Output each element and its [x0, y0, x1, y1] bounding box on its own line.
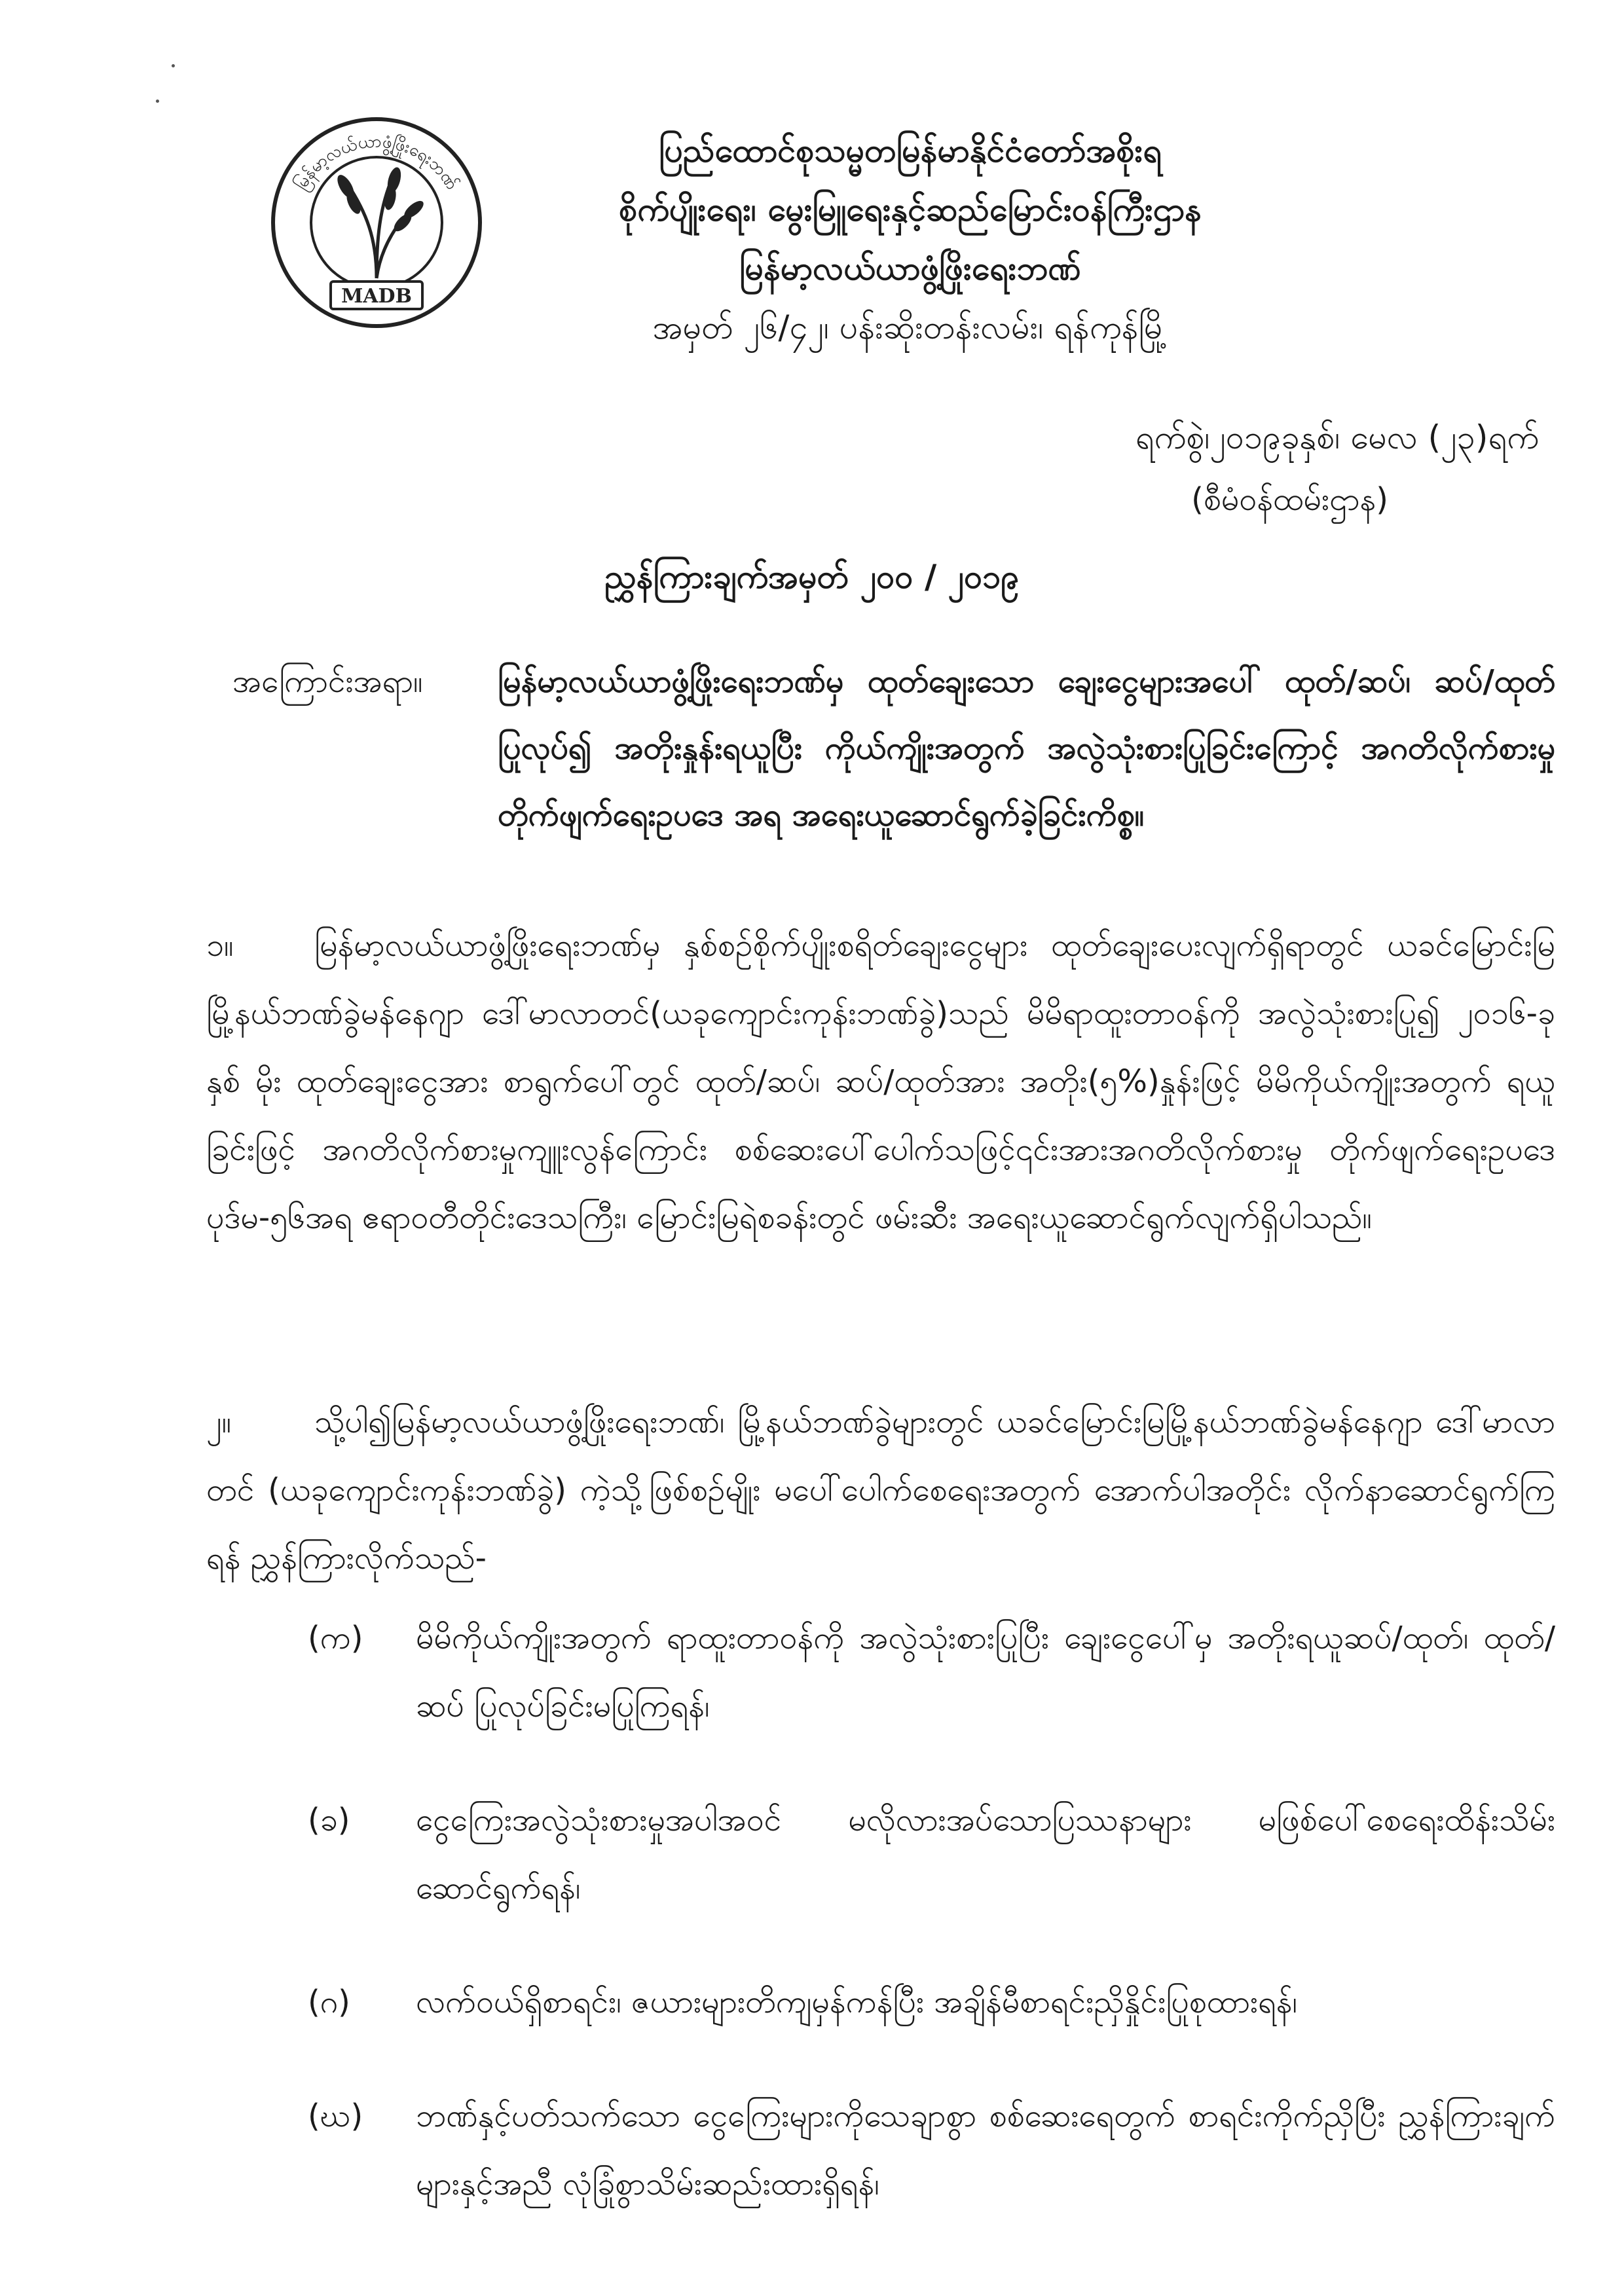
- instruction-list: [308, 1604, 1555, 2264]
- item-text: မိမိကိုယ်ကျိုးအတွက် ရာထူးတာဝန်ကို အလွဲသုံးစားပြုပြီး ချေးငွေပေါ်မှ အတိုးရယူဆပ်/ထုတ်၊ ထုတ်/ဆပ် ပြုလုပ်ခြင်းမပြုကြရန်၊: [416, 1620, 1555, 1724]
- item-text: ဘဏ်နှင့်ပတ်သက်သော ငွေကြေးများကိုသေချာစွာ စစ်ဆေးရေတွက် စာရင်းကိုက်ညှိပြီး ညွှန်ကြားချက်များနှင့်အညီ လုံခြုံစွာသိမ်းဆည်းထားရှိရန်၊: [416, 2098, 1555, 2202]
- paragraph-number: ၁။: [206, 927, 234, 964]
- paragraph-number: ၂။: [206, 1404, 232, 1440]
- bank-name: မြန်မာ့လယ်ယာဖွံ့ဖြိုးရေးဘဏ်: [739, 249, 1081, 287]
- issuing-department: (စီမံဝန်ထမ်းဌာန): [1191, 481, 1388, 518]
- paragraph-1: [206, 911, 1555, 1252]
- bank-address: အမှတ် ၂၆/၄၂၊ ပန်းဆိုးတန်းလမ်း၊ ရန်ကုန်မြို့: [652, 308, 1168, 346]
- list-item: [308, 1968, 1555, 2036]
- item-marker: (ဃ): [308, 2098, 363, 2134]
- paragraph-text: မြန်မာ့လယ်ယာဖွံ့ဖြိုးရေးဘဏ်မှ နှစ်စဉ်စိုက်ပျိုးစရိတ်ချေးငွေများ ထုတ်ချေးပေးလျက်ရှိရာတွင် ယခင်မြောင်းမြမြို့နယ်ဘဏ်ခွဲမန်နေဂျာ ဒေါ်မာလာတင်(ယခုကျောင်းကုန်းဘဏ်ခွဲ)သည် မိမိရာထူးတာဝန်ကို အလွဲသုံးစားပြု၍ ၂၀၁၆-ခုနှစ် မိုး ထုတ်ချေးငွေအား စာရွက်ပေါ်တွင် ထုတ်/ဆပ်၊ ဆပ်/ထုတ်အား အတိုး(၅%)နှုန်းဖြင့် မိမိကိုယ်ကျိုးအတွက် ရယူခြင်းဖြင့် အဂတိလိုက်စားမှုကျူးလွန်ကြောင်း စစ်ဆေးပေါ်ပေါက်သဖြင့်၎င်းအားအဂတိလိုက်စားမှု တိုက်ဖျက်ရေးဥပဒေပုဒ်မ-၅၆အရ ဧရာဝတီတိုင်းဒေသကြီး၊ မြောင်းမြရဲစခန်းတွင် ဖမ်းဆီး အရေးယူဆောင်ရွက်လျက်ရှိပါသည်။: [206, 927, 1555, 1236]
- seal-icon: [268, 115, 485, 331]
- item-text: ငွေကြေးအလွဲသုံးစားမှုအပါအဝင် မလိုလားအပ်သောပြဿနာများ မဖြစ်ပေါ်စေရေးထိန်းသိမ်းဆောင်ရွက်ရန်၊: [416, 1802, 1555, 1906]
- madb-seal-logo: [268, 115, 485, 331]
- item-marker: (က): [308, 1620, 363, 1656]
- scan-speck: [156, 100, 159, 103]
- item-text: လက်ဝယ်ရှိစာရင်း၊ ဇယားများတိကျမှန်ကန်ပြီး အချိန်မီစာရင်းညှိနှိုင်းပြုစုထားရန်၊: [416, 1984, 1298, 2020]
- item-marker: (ဂ): [308, 1984, 350, 2020]
- list-item: [308, 1604, 1555, 1740]
- subject-label: အကြောင်းအရာ။: [232, 663, 423, 700]
- subject-text: မြန်မာ့လယ်ယာဖွံ့ဖြိုးရေးဘဏ်မှ ထုတ်ချေးသော ချေးငွေများအပေါ် ထုတ်/ဆပ်၊ ဆပ်/ထုတ်ပြုလုပ်၍ အတိုးနှုန်းရယူပြီး ကိုယ်ကျိုးအတွက် အလွဲသုံးစားပြုခြင်းကြောင့် အဂတိလိုက်စားမှုတိုက်ဖျက်ရေးဥပဒေ အရ အရေးယူဆောင်ရွက်ခဲ့ခြင်းကိစ္စ။: [498, 663, 1555, 833]
- ministry-name: စိုက်ပျိုးရေး၊ မွေးမြူရေးနှင့်ဆည်မြောင်းဝန်ကြီးဌာန: [618, 191, 1202, 228]
- svg-text:MADB: MADB: [341, 285, 412, 308]
- letterhead: [537, 121, 1283, 357]
- paragraph-2: [206, 1388, 1555, 1592]
- list-item: [308, 2082, 1555, 2218]
- item-marker: (ခ): [308, 1802, 350, 1838]
- directive-number: ညွှန်ကြားချက်အမှတ် ၂၀၀ / ၂၀၁၉: [604, 558, 1020, 596]
- scan-speck: [172, 64, 175, 67]
- svg-text:မြန်မာ့လယ်ယာဖွံ့ဖြိုးရေးဘဏ်: မြန်မာ့လယ်ယာဖွံ့ဖြိုးရေးဘဏ်: [291, 132, 462, 194]
- letter-date: ရက်စွဲ၊၂၀၁၉ခုနှစ်၊ မေလ (၂၃)ရက်: [1135, 418, 1539, 456]
- paragraph-text: သို့ပါ၍မြန်မာ့လယ်ယာဖွံ့ဖြိုးရေးဘဏ်၊ မြို့နယ်ဘဏ်ခွဲများတွင် ယခင်မြောင်းမြမြို့နယ်ဘဏ်ခွဲမန်နေဂျာ ဒေါ်မာလာတင် (ယခုကျောင်းကုန်းဘဏ်ခွဲ) ကဲ့သို့ဖြစ်စဉ်မျိုး မပေါ်ပေါက်စေရေးအတွက် အောက်ပါအတိုင်း လိုက်နာဆောင်ရွက်ကြရန် ညွှန်ကြားလိုက်သည်-: [206, 1404, 1555, 1576]
- date-block: [884, 405, 1539, 529]
- list-item: [308, 1786, 1555, 1922]
- government-name: ပြည်ထောင်စုသမ္မတမြန်မာနိုင်ငံတော်အစိုးရ: [659, 132, 1162, 170]
